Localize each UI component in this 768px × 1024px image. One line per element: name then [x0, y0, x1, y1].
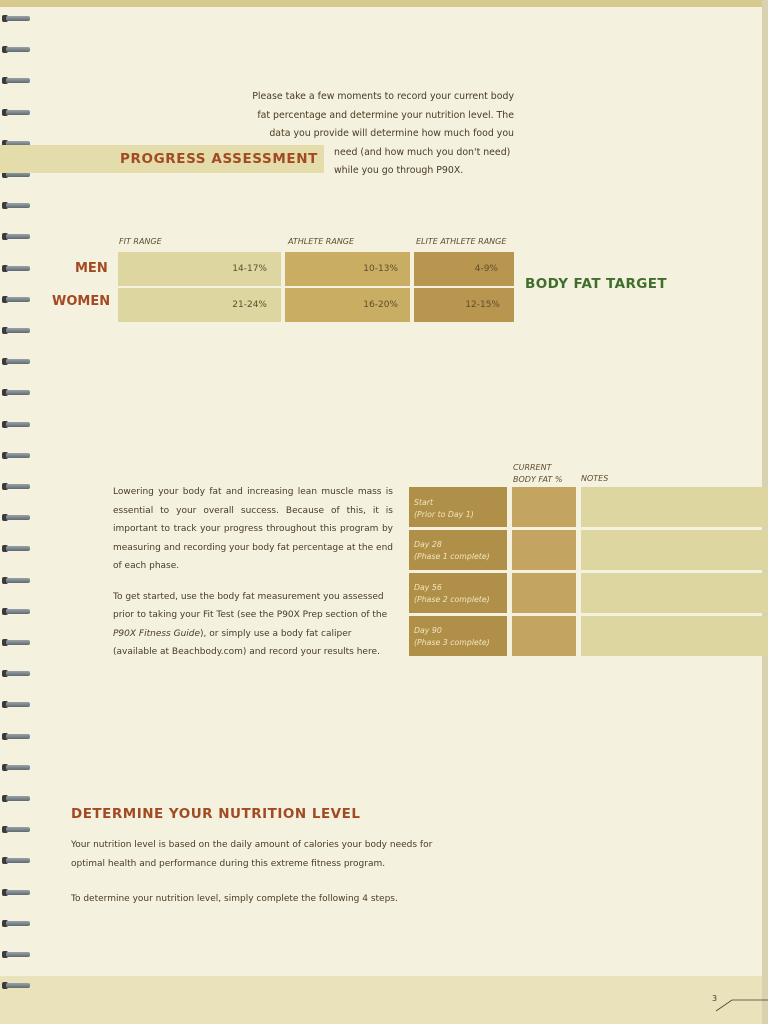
- explanation-paragraph: Lowering your body fat and increasing lean muscle mass is essential to your overall success. Because of this, it is important to track your progress throughout this program by measuring and recording your body fat percentage at the end of each phase.: [113, 487, 393, 571]
- tracking-row-label: [409, 530, 507, 570]
- binding-ring: [2, 357, 32, 367]
- binding-ring: [2, 14, 32, 24]
- col-elite-athlete-range: ELITE ATHLETE RANGE: [416, 237, 507, 246]
- tracking-day: Start: [414, 498, 434, 507]
- col-notes: NOTES: [581, 474, 609, 483]
- current-body-fat-field[interactable]: [512, 616, 576, 656]
- tracking-row-label: [409, 487, 507, 527]
- tracking-phase: (Phase 2 complete): [414, 595, 490, 604]
- body-fat-explanation: [113, 483, 393, 674]
- instructions-paragraph: [113, 588, 393, 662]
- binding-ring: [2, 295, 32, 305]
- notes-field[interactable]: [581, 616, 768, 656]
- col-athlete-range: ATHLETE RANGE: [288, 237, 355, 246]
- intro-line: data you provide will determine how much food you: [269, 128, 514, 139]
- binding-ring: [2, 201, 32, 211]
- fit-range-men-value: 14-17%: [232, 264, 267, 274]
- bottom-band: [0, 976, 768, 1024]
- top-border: [0, 0, 768, 7]
- binding-ring: [2, 763, 32, 773]
- notes-field[interactable]: [581, 487, 768, 527]
- binding-ring: [2, 638, 32, 648]
- body-fat-target-label: BODY FAT TARGET: [525, 276, 667, 292]
- col-current-line1: CURRENT: [513, 463, 552, 472]
- nutrition-level-heading: DETERMINE YOUR NUTRITION LEVEL: [71, 806, 361, 822]
- current-body-fat-field[interactable]: [512, 530, 576, 570]
- tracking-phase: (Phase 3 complete): [414, 638, 490, 647]
- tracking-label-text: [414, 497, 474, 521]
- binding-ring: [2, 919, 32, 929]
- intro-line: while you go through P90X.: [334, 165, 464, 176]
- nutrition-paragraph: [71, 836, 491, 873]
- binding-ring: [2, 981, 32, 991]
- intro-line: Please take a few moments to record your current body: [252, 91, 514, 102]
- athlete-range-women-value: 16-20%: [363, 300, 398, 310]
- binding-ring: [2, 669, 32, 679]
- binding-ring: [2, 576, 32, 586]
- elite-range-men-value: 4-9%: [474, 264, 498, 274]
- col-current-body-fat: [513, 462, 562, 486]
- tracking-row-label: [409, 616, 507, 656]
- binding-ring: [2, 888, 32, 898]
- athlete-range-men-value: 10-13%: [363, 264, 398, 274]
- intro-line: fat percentage and determine your nutrition level. The: [257, 109, 514, 121]
- binding-ring: [2, 45, 32, 55]
- current-body-fat-field[interactable]: [512, 573, 576, 613]
- binding-ring: [2, 544, 32, 554]
- fit-range-men-cell: [118, 252, 281, 286]
- tracking-day: Day 90: [414, 626, 442, 635]
- col-current-line2: BODY FAT %: [513, 475, 563, 484]
- binding-ring: [2, 420, 32, 430]
- tracking-label-text: [414, 625, 490, 649]
- athlete-range-men-cell: [285, 252, 410, 286]
- instructions-post: ), or simply use a body fat caliper (available at Beachbody.com) and record your results here.: [113, 628, 380, 657]
- col-fit-range: FIT RANGE: [119, 237, 162, 246]
- tracking-label-text: [414, 582, 490, 606]
- binding-ring: [2, 482, 32, 492]
- tracking-phase: (Prior to Day 1): [414, 510, 474, 519]
- binding-ring: [2, 856, 32, 866]
- binding-ring: [2, 388, 32, 398]
- nutrition-line: Your nutrition level is based on the daily amount of calories your body needs for: [71, 840, 433, 850]
- binding-ring: [2, 451, 32, 461]
- binding-ring: [2, 326, 32, 336]
- binding-ring: [2, 108, 32, 118]
- binding-ring: [2, 76, 32, 86]
- row-men-label: MEN: [75, 261, 108, 276]
- tracking-day: Day 28: [414, 540, 442, 549]
- binding-ring: [2, 825, 32, 835]
- progress-assessment-title: PROGRESS ASSESSMENT: [120, 151, 318, 167]
- intro-line: need (and how much you don't need): [334, 146, 511, 158]
- notes-field[interactable]: [581, 530, 768, 570]
- fit-range-women-value: 21-24%: [232, 300, 267, 310]
- binding-ring: [2, 950, 32, 960]
- binding-ring: [2, 700, 32, 710]
- tracking-row-label: [409, 573, 507, 613]
- binding-ring: [2, 794, 32, 804]
- elite-range-women-value: 12-15%: [465, 300, 500, 310]
- page-corner-line: [716, 998, 768, 1012]
- instructions-pre: To get started, use the body fat measurement you assessed prior to taking your Fit Test (see the P90X Prep section of the: [113, 591, 388, 620]
- athlete-range-women-cell: [285, 288, 410, 322]
- elite-range-women-cell: [414, 288, 514, 322]
- tracking-label-text: [414, 539, 490, 563]
- binding-ring: [2, 232, 32, 242]
- nutrition-steps-text: To determine your nutrition level, simply complete the following 4 steps.: [71, 894, 398, 904]
- binding-ring: [2, 732, 32, 742]
- fit-range-women-cell: [118, 288, 281, 322]
- page-number: 3: [712, 994, 718, 1003]
- tracking-day: Day 56: [414, 583, 442, 592]
- binding-ring: [2, 513, 32, 523]
- notes-field[interactable]: [581, 573, 768, 613]
- tracking-phase: (Phase 1 complete): [414, 552, 490, 561]
- elite-range-men-cell: [414, 252, 514, 286]
- binding-ring: [2, 264, 32, 274]
- nutrition-line: optimal health and performance during this extreme fitness program.: [71, 858, 386, 869]
- binding-ring: [2, 607, 32, 617]
- fitness-guide-title: P90X Fitness Guide: [113, 628, 201, 639]
- current-body-fat-field[interactable]: [512, 487, 576, 527]
- row-women-label: WOMEN: [52, 294, 111, 309]
